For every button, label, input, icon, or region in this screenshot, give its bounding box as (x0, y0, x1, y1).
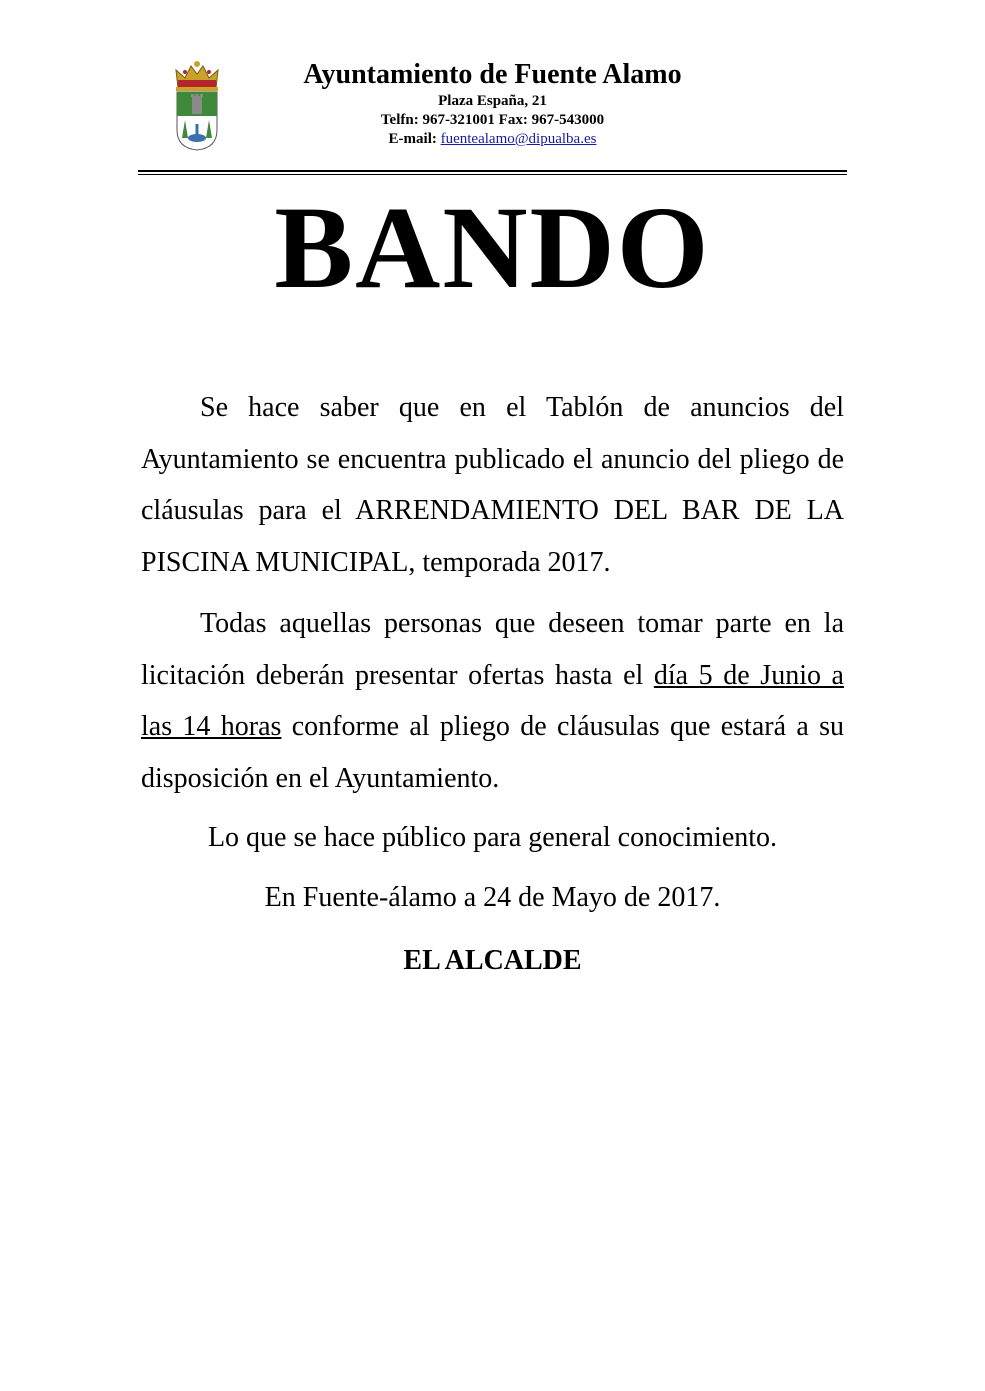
closing-block (0, 812, 985, 863)
email-line (250, 130, 735, 149)
paragraph-deadline (141, 598, 844, 804)
phone-fax-line: Telfn: 967-321001 Fax: 967-543000 (380, 112, 605, 128)
deadline-intro: Todas aquellas personas que deseen tomar parte en la licitación deberán presentar ofertas hasta el (141, 608, 844, 691)
body-text (141, 382, 844, 804)
signature-block (0, 935, 985, 986)
letterhead (0, 0, 985, 175)
email-link[interactable]: fuentealamo@dipualba.es (440, 131, 597, 147)
address-line: Plaza España, 21 (438, 93, 547, 109)
deadline-rest: conforme al pliego de cláusulas que estará a su disposición en el Ayuntamiento. (141, 711, 844, 794)
document-title: BANDO (274, 182, 711, 313)
header-divider-thin (138, 174, 847, 175)
date-block (0, 872, 985, 923)
date-line: En Fuente-álamo a 24 de Mayo de 2017. (264, 882, 721, 913)
paragraph-announcement: Se hace saber que en el Tablón de anuncios del Ayuntamiento se encuentra publicado el anuncio del pliego de cláusulas para el ARRENDAMIENTO DEL BAR DE LA PISCINA MUNICIPAL, temporada 2017. (141, 392, 844, 578)
signature: EL ALCALDE (403, 945, 582, 976)
header-divider (138, 170, 847, 172)
deadline-date: día 5 de Junio a las 14 horas (141, 659, 844, 742)
letterhead-text (250, 58, 735, 149)
org-name: Ayuntamiento de Fuente Alamo (303, 59, 682, 90)
closing-line: Lo que se hace público para general conocimiento. (207, 822, 778, 853)
email-label: E-mail: (388, 131, 441, 147)
coat-of-arms-icon (170, 58, 224, 152)
